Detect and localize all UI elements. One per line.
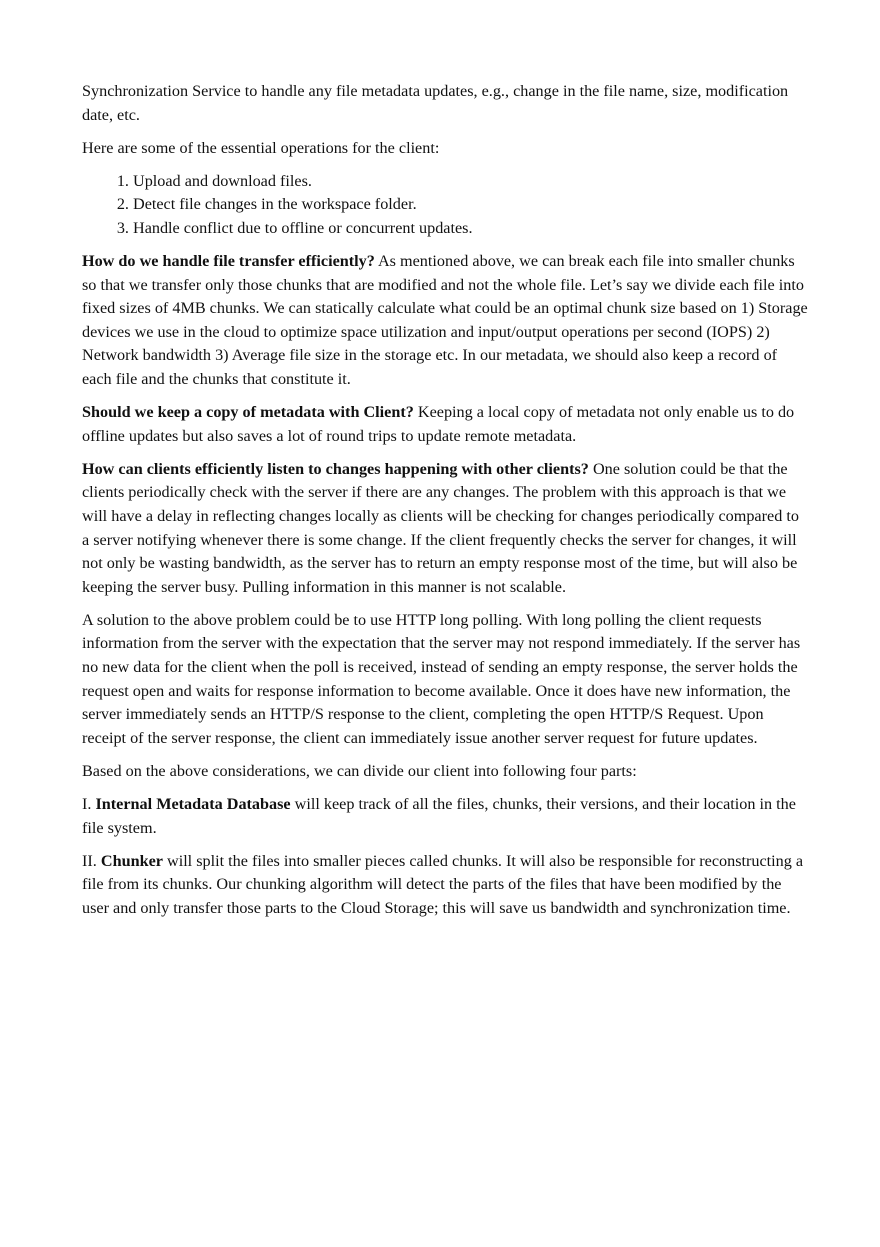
listen-changes-answer: One solution could be that the clients periodically check with the server if there are any changes. The problem with this approach is that we will have a delay in reflecting changes locally as clients will be checking for changes periodically compared to a server notifying whenever there is some change. If the client frequently checks the server for changes, it will not only be wasting bandwidth, as the server has to return an empty response most of the time, but will also be keeping the server busy. Pulling information in this manner is not scalable. — [82, 459, 799, 596]
listen-changes-question: How can clients efficiently listen to changes happening with other clients? — [82, 459, 589, 478]
metadata-copy-answer: Keeping a local copy of metadata not only enable us to do offline updates but also saves a lot of round trips to update remote metadata. — [82, 403, 795, 445]
part-chunker — [82, 850, 808, 921]
file-transfer-paragraph — [82, 250, 808, 392]
list-item: 2. Detect file changes in the workspace folder. — [133, 193, 808, 217]
part-description: will split the files into smaller pieces called chunks. It will also be responsible for reconstructing a file from its chunks. Our chunking algorithm will detect the parts of the files that have been modified by the user and only transfer those parts to the Cloud Storage; this will save us bandwidth and synchronization time. — [82, 851, 804, 917]
file-transfer-answer: As mentioned above, we can break each file into smaller chunks so that we transfer only those chunks that are modified and not the whole file. Let’s say we divide each file into fixed sizes of 4MB chunks. We can statically calculate what could be an optimal chunk size based on 1) Storage devices we use in the cloud to optimize space utilization and input/output operations per second (IOPS) 2) Network bandwidth 3) Average file size in the storage etc. In our metadata, we should also keep a record of each file and the chunks that constitute it. — [82, 252, 808, 389]
part-numeral: I. — [82, 795, 96, 814]
part-description: will keep track of all the files, chunks, their versions, and their location in the file system. — [82, 795, 796, 837]
document-page — [82, 80, 808, 930]
metadata-copy-question: Should we keep a copy of metadata with Client? — [82, 403, 414, 422]
parts-intro-paragraph: Based on the above considerations, we can divide our client into following four parts: — [82, 761, 637, 780]
sync-service-paragraph: Synchronization Service to handle any file metadata updates, e.g., change in the file name, size, modification date, etc. — [82, 82, 789, 124]
listen-changes-paragraph — [82, 458, 808, 600]
list-item: 1. Upload and download files. — [133, 170, 808, 194]
metadata-copy-paragraph — [82, 401, 808, 448]
list-item: 3. Handle conflict due to offline or concurrent updates. — [133, 217, 808, 241]
part-term: Internal Metadata Database — [95, 795, 291, 814]
part-term: Chunker — [100, 851, 163, 870]
long-polling-paragraph: A solution to the above problem could be to use HTTP long polling. With long polling the client requests information from the server with the expectation that the server may not respond immediately. If the server has no new data for the client when the poll is received, instead of sending an empty response, the server holds the request open and waits for response information to become available. Once it does have new information, the server immediately sends an HTTP/S response to the client, completing the open HTTP/S Request. Upon receipt of the server response, the client can immediately issue another server request for future updates. — [82, 610, 801, 747]
operations-list — [82, 170, 808, 241]
operations-heading: Here are some of the essential operations for the client: — [82, 138, 440, 157]
file-transfer-question: How do we handle file transfer efficiently? — [82, 252, 375, 271]
part-internal-metadata-database — [82, 793, 808, 840]
part-numeral: II. — [82, 851, 101, 870]
